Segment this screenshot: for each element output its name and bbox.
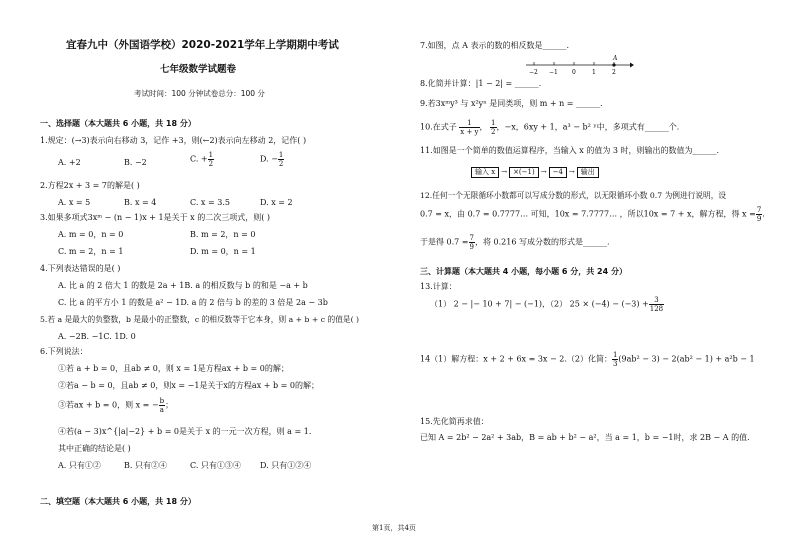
q6-option-d: D. 只有①②④	[260, 461, 312, 470]
exam-info: 考试时间：100 分钟试卷总分：100 分	[134, 89, 265, 98]
q2-option-c: C. x = 3.5	[190, 198, 230, 207]
q2-option-b: B. x = 4	[124, 198, 157, 207]
q6-option-a: A. 只有①②	[58, 461, 101, 470]
q2-stem: 2.方程2x + 3 = 7的解是( )	[40, 181, 140, 190]
q3-option-c: C. m = 2，n = 1	[58, 247, 124, 256]
q1-option-c: C. + $\frac{1}{2}$	[190, 151, 214, 168]
q1-option-b: B. −2	[124, 158, 147, 167]
section-choice-heading: 一、选择题（本大题共 6 小题，共 18 分）	[40, 119, 196, 128]
q6-statement-4: ④若(a − 3)x^{|a|−2} + b = 0是关于 x 的一元一次方程，则 a = 1.	[58, 427, 312, 436]
q7-text: 7.如图，点 A 表示的数的相反数是______.	[420, 41, 570, 50]
q11-flowchart	[470, 166, 600, 178]
q13-stem: 13.计算：	[420, 282, 457, 291]
q4-stem: 4.下列表达错误的是( )	[40, 264, 121, 273]
q14-text: 14（1）解方程：x + 2 + 6x = 3x − 2.（2）化简： $\frac{1}{3}$ (9ab² − 3) − 2(ab² − 1) + a²b − 1	[420, 351, 755, 368]
q3-option-d: D. m = 0，n = 1	[190, 247, 256, 256]
q7-number-line	[524, 53, 634, 77]
q7-tick-label: 2	[612, 69, 616, 76]
q12-line-2: 0.7 = x，由 0.7 = 0.7777… 可知，10x = 7.7777… ，所以10x = 7 + x，解方程，得 x = $\frac{7}{9}$ .	[420, 206, 765, 223]
q6-option-c: C. 只有①③④	[190, 461, 241, 470]
q7-tick-label: 1	[592, 69, 596, 76]
q7-tick-label: 0	[572, 69, 576, 76]
arrow-right-icon: →	[501, 168, 508, 176]
q1-option-a: A. +2	[58, 158, 81, 167]
q7-point-a	[612, 63, 615, 66]
page-footer: 第1页，共4页	[372, 524, 416, 532]
q5-stem: 5.若 a 是最大的负整数，b 是最小的正整数，c 的相反数等于它本身，则 a + b + c 的值是( )	[40, 315, 360, 324]
q13-parts: （1） 2 − |− 10 + 7| − (−1)，（2） 25 × (−4) − (−3) + $\frac{3}{128}$	[430, 296, 664, 313]
q1-stem: 1.规定：(→3)表示向右移动 3，记作 +3，则(←2)表示向左移动 2，记作( )	[40, 136, 307, 145]
flow-input-box: 输入 x	[471, 167, 499, 178]
q15-body: 已知 A = 2b² − 2a² + 3ab，B = ab + b² − a²，当 a = 1，b = −1时，求 2B − A 的值.	[420, 433, 750, 442]
arrow-right-icon: →	[540, 168, 547, 176]
q7-tick-label: −1	[549, 69, 558, 76]
q11-text: 11.如图是一个简单的数值运算程序，当输入 x 的值为 3 时，则输出的数值为______.	[420, 146, 720, 155]
q6-option-b: B. 只有②④	[124, 461, 167, 470]
q12-line-1: 12.任何一个无限循环小数都可以写成分数的形式，以无限循环小数 0.7 为例进行说明，设	[420, 191, 727, 200]
q10-text: 10.在式子 $\frac{1}{x + y}$ ， $\frac{1}{2}$ ，−x，6xy + 1，a³ − b² ʸ中，多项式有______个.	[420, 119, 680, 136]
q9-text: 9.若3xᵐy³ 与 x²yⁿ 是同类项，则 m + n = ______.	[420, 99, 603, 108]
arrow-right-icon: →	[568, 168, 575, 176]
q3-stem: 3.如果多项式3xᵐ − (n − 1)x + 1是关于 x 的二次三项式，则( )	[40, 213, 270, 222]
q15-stem: 15.先化简再求值：	[420, 417, 489, 426]
exam-subtitle: 七年级数学试题卷	[160, 64, 237, 75]
section-fill-heading: 二、填空题（本大题共 6 小题，共 18 分）	[40, 497, 196, 506]
q3-option-b: B. m = 2，n = 0	[190, 230, 256, 239]
q6-statement-3: ③若ax + b = 0，则 x = − $\frac{b}{a}$ ；	[58, 397, 174, 414]
flow-subtract-box: −4	[549, 167, 567, 178]
q5-options: A. −2B. −1C. 1D. 0	[58, 332, 136, 341]
q2-option-a: A. x = 5	[58, 198, 91, 207]
q7-ticks	[534, 62, 614, 65]
q12-line-3: 于是得 0.7 = $\frac{7}{9}$ ，将 0.216 写成分数的形式是______.	[420, 234, 610, 251]
flow-multiply-box: ×(−1)	[509, 167, 539, 178]
q7-tick-label: −2	[529, 69, 538, 76]
exam-title: 宜春九中（外国语学校）2020-2021学年上学期期中考试	[66, 39, 339, 51]
q6-statement-2: ②若a − b = 0，且ab ≠ 0，则x = −1是关于x的方程ax + b = 0的解；	[58, 381, 320, 390]
q3-option-a: A. m = 0，n = 0	[58, 230, 124, 239]
q2-option-d: D. x = 2	[260, 198, 293, 207]
section-calc-heading: 三、计算题（本大题共 4 小题，每小题 6 分，共 24 分）	[420, 267, 627, 276]
q6-statement-1: ①若 a + b = 0，且ab ≠ 0，则 x = 1是方程ax + b = 0的解；	[58, 364, 289, 373]
q1-option-d: D. − $\frac{1}{2}$	[260, 151, 284, 168]
q4-option-cd: C. 比 a 的平方小 1 的数是 a² − 1D. a 的 2 倍与 b 的差的 3 倍是 2a − 3b	[58, 298, 328, 307]
q8-text: 8.化简并计算：|1 − 2| = ______.	[420, 79, 542, 88]
flow-output-box: 输出	[577, 167, 599, 178]
q6-stem: 6.下列说法：	[40, 347, 88, 356]
q6-question: 其中正确的结论是( )	[58, 444, 131, 453]
q7-point-label: A	[613, 55, 618, 62]
q4-option-ab: A. 比 a 的 2 倍大 1 的数是 2a + 1B. a 的相反数与 b 的和是 −a + b	[58, 281, 308, 290]
